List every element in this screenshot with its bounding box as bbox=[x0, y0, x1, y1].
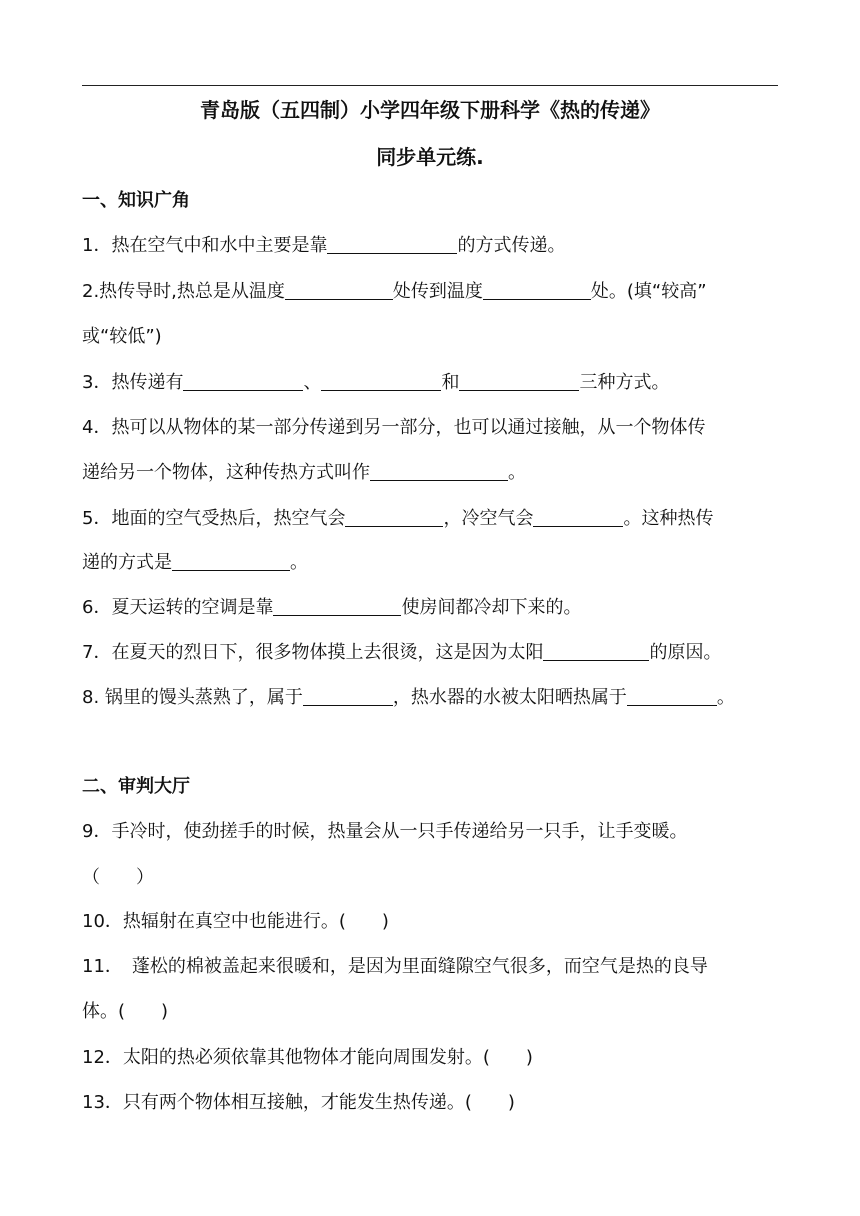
question-text: 处。(填“较高” bbox=[590, 281, 707, 302]
question-text: 。 bbox=[290, 552, 308, 573]
question-8 bbox=[82, 686, 782, 710]
answer-blank[interactable] bbox=[533, 508, 623, 527]
question-text: 7．在夏天的烈日下，很多物体摸上去很烫，这是因为太阳 bbox=[82, 642, 544, 663]
question-1 bbox=[82, 234, 782, 258]
question-text: ，热水器的水被太阳晒热属于 bbox=[392, 687, 627, 708]
question-4-continued bbox=[82, 461, 782, 485]
question-text: 。这种热传 bbox=[623, 508, 714, 529]
question-13: 13．只有两个物体相互接触，才能发生热传递。( ) bbox=[82, 1092, 515, 1113]
question-5 bbox=[82, 507, 782, 531]
answer-blank[interactable] bbox=[543, 642, 649, 661]
header-rule bbox=[82, 85, 778, 86]
question-text: 递的方式是 bbox=[82, 552, 172, 573]
answer-blank[interactable] bbox=[483, 281, 591, 300]
answer-blank[interactable] bbox=[172, 552, 290, 571]
question-11-continued: 体。( ) bbox=[82, 1001, 169, 1022]
question-text: 、 bbox=[303, 372, 322, 393]
question-text: 和 bbox=[441, 372, 460, 393]
answer-blank[interactable] bbox=[183, 372, 303, 391]
question-text: 的原因。 bbox=[649, 642, 722, 663]
question-text: ，冷空气会 bbox=[443, 508, 534, 529]
answer-blank[interactable] bbox=[285, 281, 393, 300]
answer-blank[interactable] bbox=[327, 235, 457, 254]
question-text: 使房间都冷却下来的。 bbox=[401, 597, 582, 618]
question-text: 8. 锅里的馒头蒸熟了，属于 bbox=[82, 687, 303, 708]
question-text: 6．夏天运转的空调是靠 bbox=[82, 597, 274, 618]
answer-blank[interactable] bbox=[459, 372, 579, 391]
question-5-continued bbox=[82, 551, 782, 575]
question-7 bbox=[82, 641, 782, 665]
page-title: 青岛版（五四制）小学四年级下册科学《热的传递》 bbox=[200, 98, 660, 122]
section-heading-knowledge: 一、知识广角 bbox=[82, 190, 190, 211]
answer-blank[interactable] bbox=[345, 508, 443, 527]
question-text: 。 bbox=[716, 687, 735, 708]
question-4: 4．热可以从物体的某一部分传递到另一部分，也可以通过接触，从一个物体传 bbox=[82, 417, 706, 438]
question-text: 1．热在空气中和水中主要是靠 bbox=[82, 235, 328, 256]
answer-blank[interactable] bbox=[321, 372, 441, 391]
answer-blank[interactable] bbox=[303, 687, 393, 706]
question-text: 2.热传导时,热总是从温度 bbox=[82, 281, 285, 302]
page-subtitle: 同步单元练. bbox=[376, 145, 484, 169]
question-text: 3．热传递有 bbox=[82, 372, 184, 393]
question-text: 的方式传递。 bbox=[457, 235, 566, 256]
question-10: 10．热辐射在真空中也能进行。( ) bbox=[82, 911, 389, 932]
question-text: 5．地面的空气受热后，热空气会 bbox=[82, 508, 346, 529]
question-9-answer-paren[interactable]: （ ） bbox=[82, 867, 154, 888]
question-2-continued: 或“较低”) bbox=[82, 326, 162, 347]
question-6 bbox=[82, 596, 782, 620]
section-heading-judgement: 二、审判大厅 bbox=[82, 776, 190, 797]
answer-blank[interactable] bbox=[627, 687, 717, 706]
question-12: 12．太阳的热必须依靠其他物体才能向周围发射。( ) bbox=[82, 1047, 533, 1068]
answer-blank[interactable] bbox=[273, 597, 401, 616]
question-3 bbox=[82, 371, 782, 395]
answer-blank[interactable] bbox=[370, 462, 508, 481]
question-2 bbox=[82, 280, 782, 304]
question-text: 。 bbox=[508, 462, 526, 483]
question-text: 处传到温度 bbox=[392, 281, 483, 302]
question-text: 递给另一个物体，这种传热方式叫作 bbox=[82, 462, 370, 483]
question-11: 11． 蓬松的棉被盖起来很暖和，是因为里面缝隙空气很多，而空气是热的良导 bbox=[82, 956, 708, 977]
question-9: 9．手冷时，使劲搓手的时候，热量会从一只手传递给另一只手，让手变暖。 bbox=[82, 821, 688, 842]
question-text: 三种方式。 bbox=[579, 372, 670, 393]
